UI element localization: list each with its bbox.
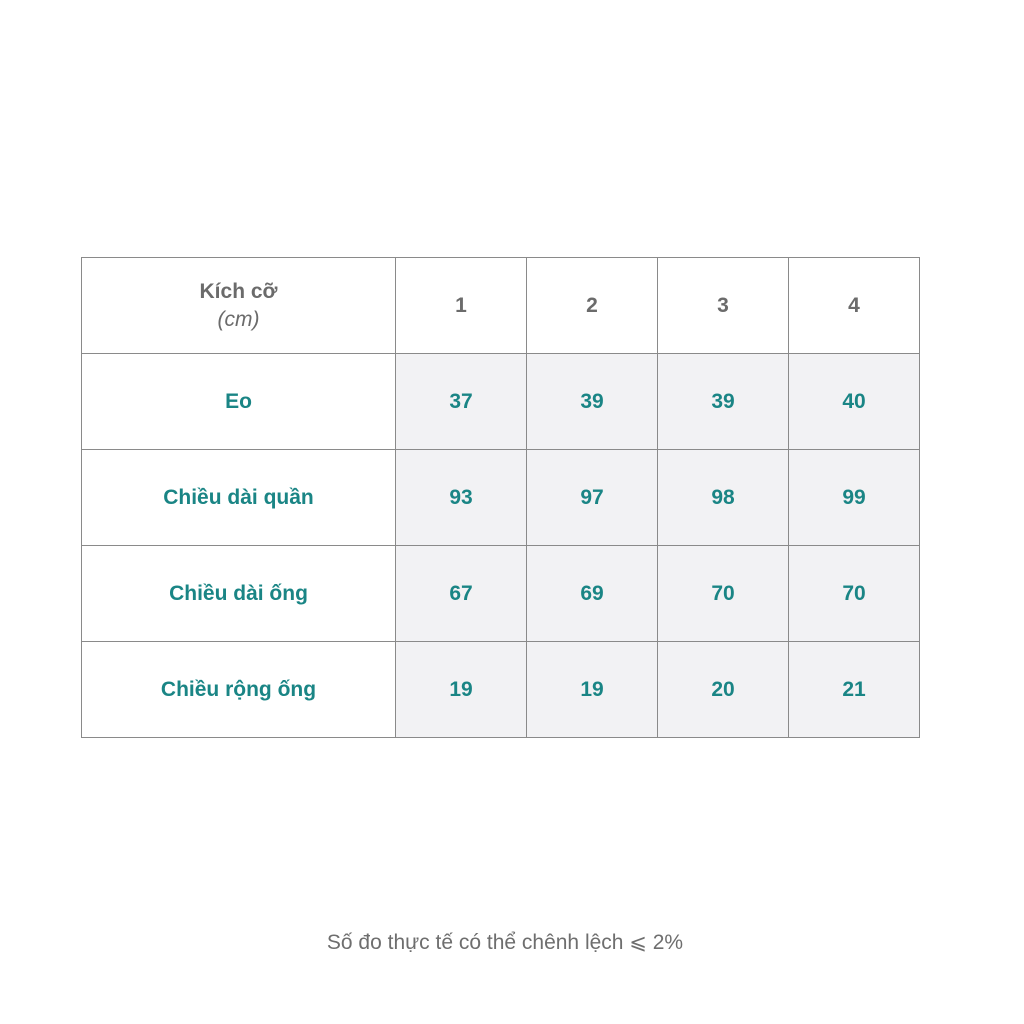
row-label-pants-length: Chiều dài quần [82,450,396,546]
row-label-waist: Eo [82,354,396,450]
table-cell: 19 [396,642,527,738]
table-cell: 37 [396,354,527,450]
size-heading: Kích cỡ [199,279,278,303]
table-cell: 93 [396,450,527,546]
row-label-leg-width: Chiều rộng ống [82,642,396,738]
table-row [82,354,920,450]
table-cell: 20 [658,642,789,738]
table-row [82,642,920,738]
table-cell: 67 [396,546,527,642]
table-cell: 69 [527,546,658,642]
table-header-row [82,258,920,354]
table-cell: 70 [789,546,920,642]
header-label-cell [82,258,396,354]
size-chart-table [81,257,920,738]
table-cell: 40 [789,354,920,450]
table-cell: 21 [789,642,920,738]
table-row [82,450,920,546]
table-cell: 39 [527,354,658,450]
row-label-leg-length: Chiều dài ống [82,546,396,642]
unit-label: (cm) [217,307,260,331]
table-cell: 70 [658,546,789,642]
table-cell: 97 [527,450,658,546]
size-header-3: 3 [658,258,789,354]
size-header-1: 1 [396,258,527,354]
table-cell: 99 [789,450,920,546]
size-header-2: 2 [527,258,658,354]
table-cell: 98 [658,450,789,546]
measurement-disclaimer: Số đo thực tế có thể chênh lệch ⩽ 2% [326,931,684,954]
table-cell: 39 [658,354,789,450]
size-header-4: 4 [789,258,920,354]
table-row [82,546,920,642]
table-cell: 19 [527,642,658,738]
